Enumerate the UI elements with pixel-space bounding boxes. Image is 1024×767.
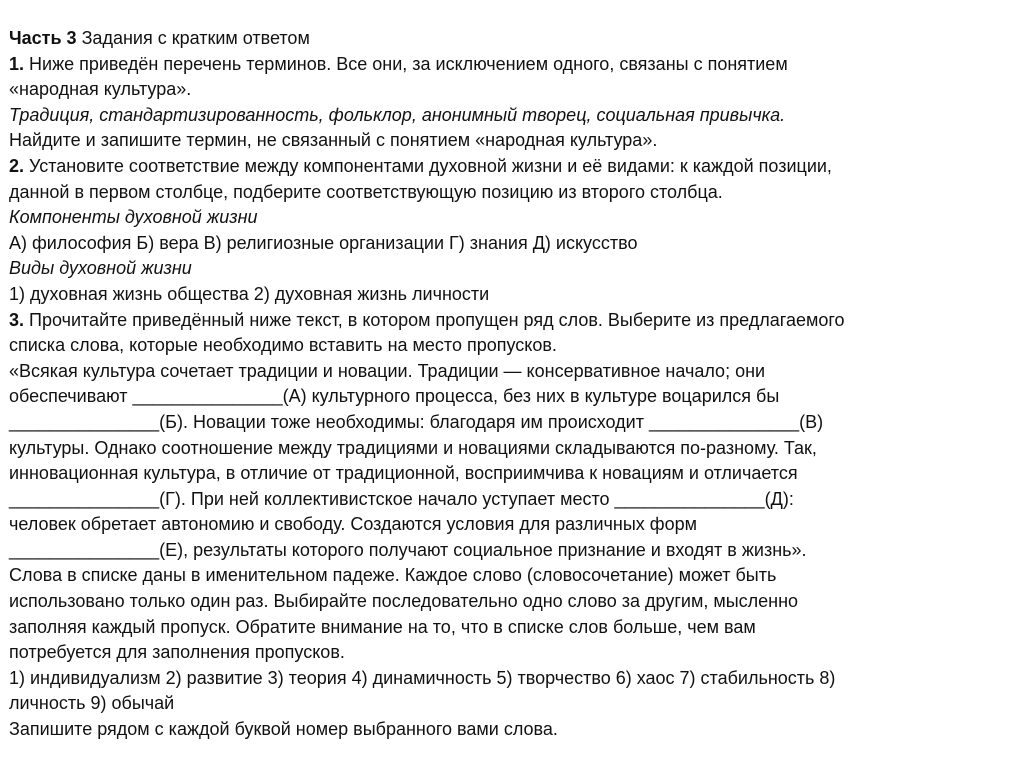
- q3-text-line: _______________(Е), результаты которого получают социальное признание и входят в жизнь».: [9, 539, 807, 560]
- q3-text-line: Слова в списке даны в именительном падеже. Каждое слово (словосочетание) может быть: [9, 565, 777, 586]
- q3-text-line: «Всякая культура сочетает традиции и новации. Традиции — консервативное начало; они: [9, 360, 766, 381]
- q3-word-list-line: 1) индивидуализм 2) развитие 3) теория 4) динамичность 5) творчество 6) хаос 7) стабильность 8): [9, 667, 836, 688]
- q1-terms: [9, 103, 1015, 129]
- q2-col1-items: А) философия Б) вера В) религиозные организации Г) знания Д) искусство: [9, 232, 638, 253]
- part-heading-text: Задания с кратким ответом: [76, 28, 310, 48]
- q3-final-instruction: Запишите рядом с каждой буквой номер выбранного вами слова.: [9, 719, 558, 740]
- q2-number: 2.: [9, 155, 25, 176]
- q3-text-line: культуры. Однако соотношение между традициями и новациями складываются по-разному. Так,: [9, 437, 817, 458]
- document-page: [9, 26, 1015, 743]
- q3-text-line: человек обретает автономию и свободу. Создаются условия для различных форм: [9, 514, 697, 535]
- q2-text-1: Установите соответствие между компонентами духовной жизни и её видами: к каждой позиции,: [24, 155, 832, 176]
- q1-number: 1.: [9, 53, 25, 74]
- q3-text-line: инновационная культура, в отличие от традиционной, восприимчива к новациям и отличается: [9, 463, 798, 484]
- q1-line-1: [9, 52, 1015, 78]
- q3-text-1: Прочитайте приведённый ниже текст, в котором пропущен ряд слов. Выберите из предлагаемого: [24, 309, 845, 330]
- q3-line-1: [9, 308, 1015, 334]
- q2-line-1: [9, 154, 1015, 180]
- q1-text-1: Ниже приведён перечень терминов. Все они, за исключением одного, связаны с понятием: [24, 53, 788, 74]
- q2-col2-title: [9, 256, 1015, 282]
- q3-text-line: потребуется для заполнения пропусков.: [9, 642, 345, 663]
- q3-text-line: заполняя каждый пропуск. Обратите внимание на то, что в списке слов больше, чем вам: [9, 616, 756, 637]
- q3-text-line: использовано только один раз. Выбирайте последовательно одно слово за другим, мысленно: [9, 591, 799, 612]
- q3-text-line: _______________(Г). При ней коллективистское начало уступает место _______________(Д):: [9, 488, 794, 509]
- q3-word-list-line: личность 9) обычай: [9, 693, 175, 714]
- part-heading: [9, 26, 1015, 52]
- q3-text-line: _______________(Б). Новации тоже необходимы: благодаря им происходит _______________(В): [9, 411, 824, 432]
- q3-line-2: списка слова, которые необходимо вставить на место пропусков.: [9, 335, 557, 356]
- q2-col2-items: 1) духовная жизнь общества 2) духовная жизнь личности: [9, 283, 490, 304]
- q1-terms-text: Традиция, стандартизированность, фольклор, анонимный творец, социальная привычка.: [9, 104, 786, 125]
- q2-col1-title-text: Компоненты духовной жизни: [9, 207, 258, 228]
- q1-instruction: Найдите и запишите термин, не связанный с понятием «народная культура».: [9, 130, 658, 151]
- q2-col1-title: [9, 205, 1015, 231]
- q2-line-2: данной в первом столбце, подберите соответствующую позицию из второго столбца.: [9, 181, 723, 202]
- q3-text-line: обеспечивают _______________(А) культурного процесса, без них в культуре воцарился бы: [9, 386, 780, 407]
- q3-number: 3.: [9, 309, 25, 330]
- q2-col2-title-text: Виды духовной жизни: [9, 258, 192, 279]
- part-heading-number: Часть 3: [9, 28, 77, 48]
- q1-line-2: «народная культура».: [9, 79, 192, 100]
